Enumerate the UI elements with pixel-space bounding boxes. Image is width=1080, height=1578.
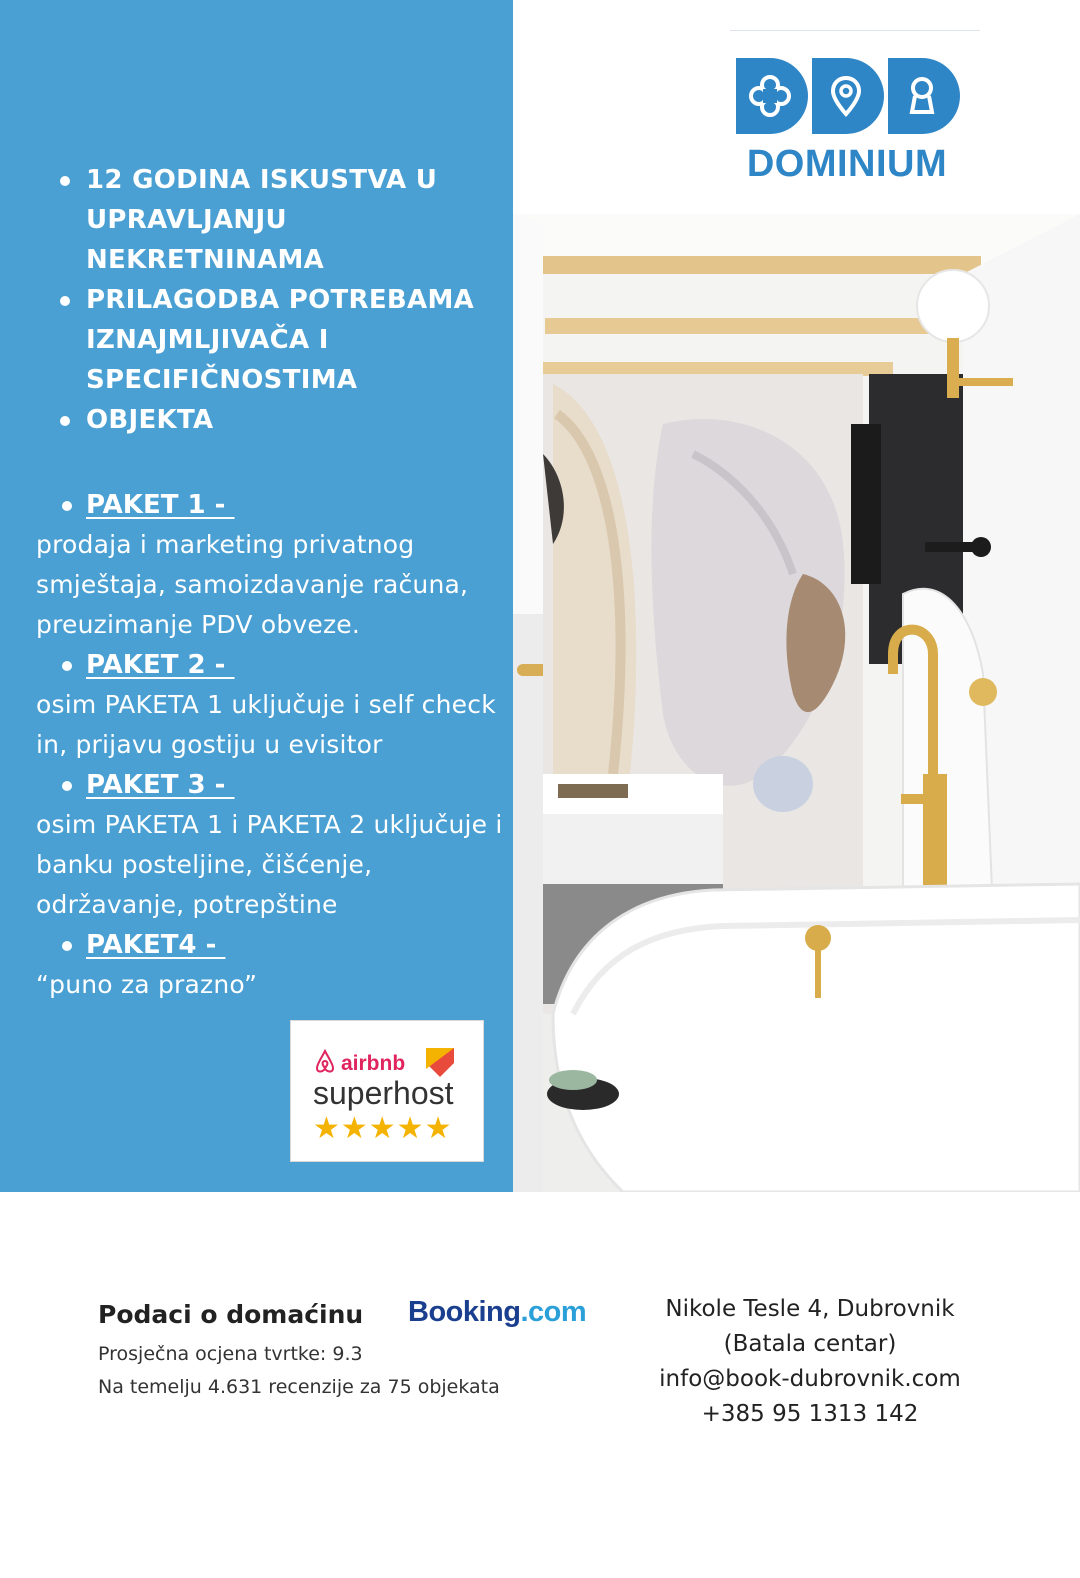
host-reviews: Na temelju 4.631 recenzije za 75 objekata xyxy=(98,1376,500,1398)
contact-block xyxy=(640,1292,980,1432)
superhost-label: superhost xyxy=(313,1075,454,1111)
package-1-description: prodaja i marketing privatnog smještaja, samoizdavanje računa, preuzimanje PDV obveze. xyxy=(36,530,469,639)
bathroom-photo xyxy=(513,214,1080,1192)
package-3-title[interactable]: PAKET 3 - xyxy=(86,765,506,805)
package-1-title[interactable]: PAKET 1 - xyxy=(86,485,506,525)
booking-logo xyxy=(408,1296,586,1329)
feature-item: OBJEKTA xyxy=(56,400,496,440)
booking-logo-part2: .com xyxy=(520,1296,587,1328)
feature-list xyxy=(56,160,496,440)
contact-email[interactable]: info@book-dubrovnik.com xyxy=(659,1366,961,1392)
airbnb-label: airbnb xyxy=(341,1052,406,1075)
booking-logo-part1: Booking xyxy=(408,1296,521,1328)
logo-divider xyxy=(730,30,980,31)
dominium-logo-icon xyxy=(736,58,960,142)
package-4-title[interactable]: PAKET4 - xyxy=(86,925,506,965)
host-rating: Prosječna ocjena tvrtke: 9.3 xyxy=(98,1343,363,1365)
star-rating: ★★★★★ xyxy=(313,1111,453,1146)
package-2-title[interactable]: PAKET 2 - xyxy=(86,645,506,685)
package-2-description: osim PAKETA 1 uključuje i self check in, prijavu gostiju u evisitor xyxy=(36,690,496,759)
blue-info-panel xyxy=(0,0,513,1192)
logo-wordmark: DOMINIUM xyxy=(746,143,948,185)
host-info-title: Podaci o domaćinu xyxy=(98,1300,364,1329)
airbnb-superhost-badge xyxy=(290,1020,484,1162)
feature-item: PRILAGODBA POTREBAMA IZNAJMLJIVAČA I SPECIFIČNOSTIMA xyxy=(56,280,496,400)
package-list xyxy=(36,485,506,1005)
contact-address: Nikole Tesle 4, Dubrovnik xyxy=(665,1296,955,1322)
feature-item: 12 GODINA ISKUSTVA U UPRAVLJANJU NEKRETNINAMA xyxy=(56,160,496,280)
contact-phone[interactable]: +385 95 1313 142 xyxy=(701,1401,919,1427)
contact-place: (Batala centar) xyxy=(723,1331,897,1357)
package-3-description: osim PAKETA 1 i PAKETA 2 uključuje i banku posteljine, čišćenje, održavanje, potrepštine xyxy=(36,810,503,919)
package-4-description: “puno za prazno” xyxy=(36,970,258,999)
